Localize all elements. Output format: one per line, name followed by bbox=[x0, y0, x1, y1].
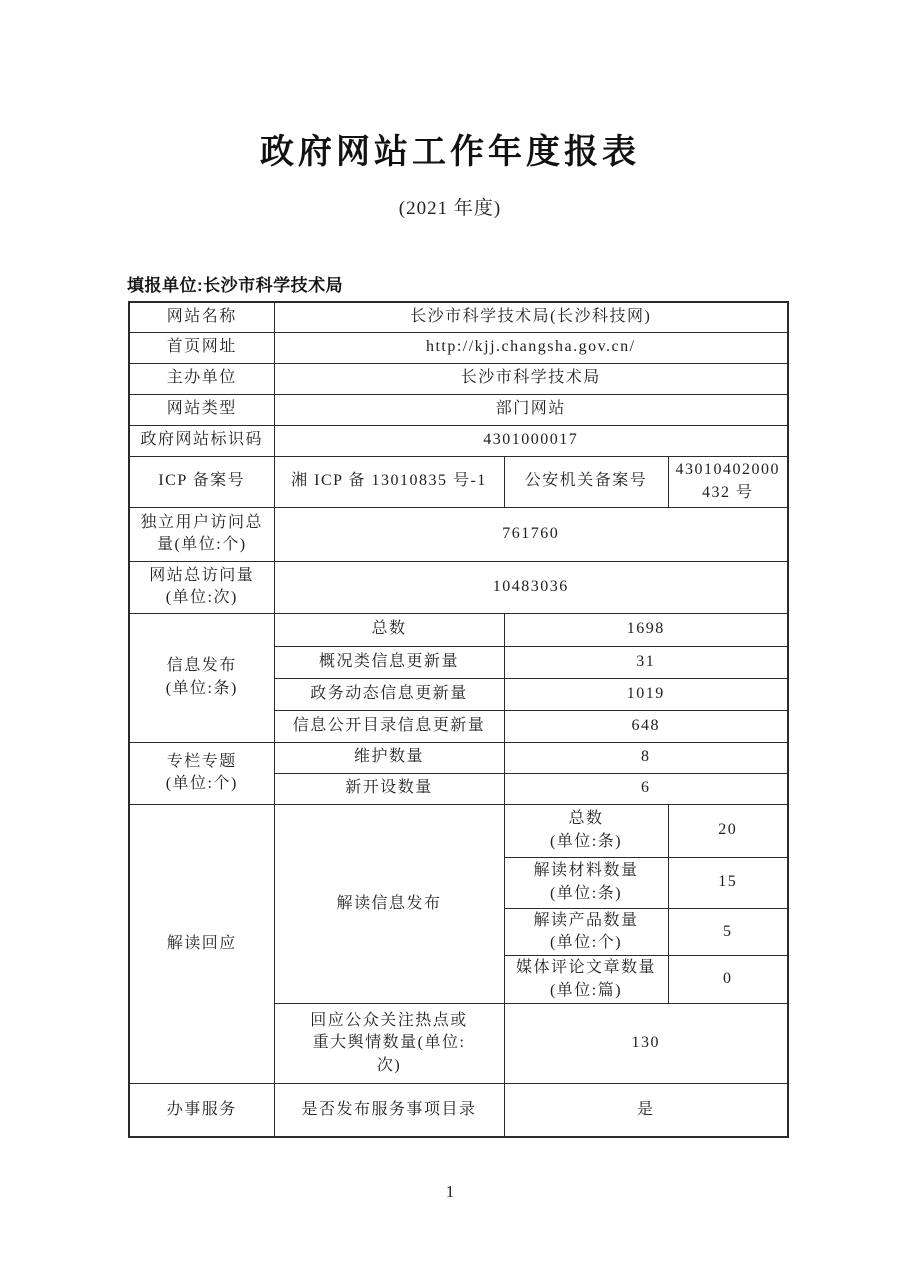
organizer-value: 长沙市科学技术局 bbox=[274, 363, 788, 394]
services-item-value: 是 bbox=[504, 1084, 788, 1137]
services-item-label: 是否发布服务事项目录 bbox=[274, 1084, 504, 1137]
info-publish-item-label: 概况类信息更新量 bbox=[274, 646, 504, 678]
table-row bbox=[129, 561, 788, 613]
special-columns-item-value: 8 bbox=[504, 742, 788, 773]
page-number: 1 bbox=[445, 1182, 455, 1201]
table-row bbox=[129, 456, 788, 507]
annual-report-table bbox=[128, 301, 789, 1138]
table-row bbox=[129, 332, 788, 363]
public-response-label: 回应公众关注热点或 重大舆情数量(单位: 次) bbox=[274, 1004, 504, 1084]
table-row bbox=[129, 804, 788, 857]
filing-unit-label: 填报单位:长沙市科学技术局 bbox=[127, 276, 344, 295]
info-publish-item-value: 31 bbox=[504, 646, 788, 678]
interpretation-item-value: 15 bbox=[668, 857, 788, 908]
site-type-label: 网站类型 bbox=[129, 394, 274, 425]
table-row bbox=[129, 302, 788, 332]
interpretation-item-value: 0 bbox=[668, 956, 788, 1004]
site-type-value: 部门网站 bbox=[274, 394, 788, 425]
site-id-code-label: 政府网站标识码 bbox=[129, 425, 274, 456]
special-columns-item-label: 新开设数量 bbox=[274, 773, 504, 804]
info-publish-item-label: 政务动态信息更新量 bbox=[274, 678, 504, 710]
unique-visitors-label: 独立用户访问总 量(单位:个) bbox=[129, 507, 274, 561]
interpretation-item-value: 5 bbox=[668, 908, 788, 956]
interpretation-publish-label: 解读信息发布 bbox=[274, 804, 504, 1004]
police-filing-label: 公安机关备案号 bbox=[504, 456, 668, 507]
total-visits-value: 10483036 bbox=[274, 561, 788, 613]
homepage-url-value: http://kjj.changsha.gov.cn/ bbox=[274, 332, 788, 363]
public-response-value: 130 bbox=[504, 1004, 788, 1084]
info-publish-item-label: 总数 bbox=[274, 613, 504, 646]
interpretation-item-label: 解读产品数量 (单位:个) bbox=[504, 908, 668, 956]
info-publish-item-label: 信息公开目录信息更新量 bbox=[274, 710, 504, 742]
total-visits-label: 网站总访问量 (单位:次) bbox=[129, 561, 274, 613]
interpretation-item-value: 20 bbox=[668, 804, 788, 857]
icp-label: ICP 备案号 bbox=[129, 456, 274, 507]
table-row bbox=[129, 425, 788, 456]
organizer-label: 主办单位 bbox=[129, 363, 274, 394]
special-columns-item-label: 维护数量 bbox=[274, 742, 504, 773]
page-title: 政府网站工作年度报表 bbox=[260, 133, 640, 171]
info-publish-item-value: 648 bbox=[504, 710, 788, 742]
unique-visitors-value: 761760 bbox=[274, 507, 788, 561]
homepage-url-label: 首页网址 bbox=[129, 332, 274, 363]
table-row bbox=[129, 742, 788, 773]
interpretation-item-label: 媒体评论文章数量 (单位:篇) bbox=[504, 956, 668, 1004]
table-row bbox=[129, 507, 788, 561]
interpretation-item-label: 总数 (单位:条) bbox=[504, 804, 668, 857]
info-publish-category-label: 信息发布 (单位:条) bbox=[129, 613, 274, 742]
report-year-subtitle: (2021 年度) bbox=[398, 198, 502, 219]
site-id-code-value: 4301000017 bbox=[274, 425, 788, 456]
special-columns-item-value: 6 bbox=[504, 773, 788, 804]
table-row bbox=[129, 363, 788, 394]
services-category-label: 办事服务 bbox=[129, 1084, 274, 1137]
interpretation-category-label: 解读回应 bbox=[129, 804, 274, 1084]
table-row bbox=[129, 613, 788, 646]
info-publish-item-value: 1019 bbox=[504, 678, 788, 710]
special-columns-category-label: 专栏专题 (单位:个) bbox=[129, 742, 274, 804]
table-row bbox=[129, 1084, 788, 1137]
info-publish-item-value: 1698 bbox=[504, 613, 788, 646]
table-row bbox=[129, 394, 788, 425]
site-name-value: 长沙市科学技术局(长沙科技网) bbox=[274, 302, 788, 332]
site-name-label: 网站名称 bbox=[129, 302, 274, 332]
police-filing-value: 43010402000 432 号 bbox=[668, 456, 788, 507]
icp-value: 湘 ICP 备 13010835 号-1 bbox=[274, 456, 504, 507]
interpretation-item-label: 解读材料数量 (单位:条) bbox=[504, 857, 668, 908]
